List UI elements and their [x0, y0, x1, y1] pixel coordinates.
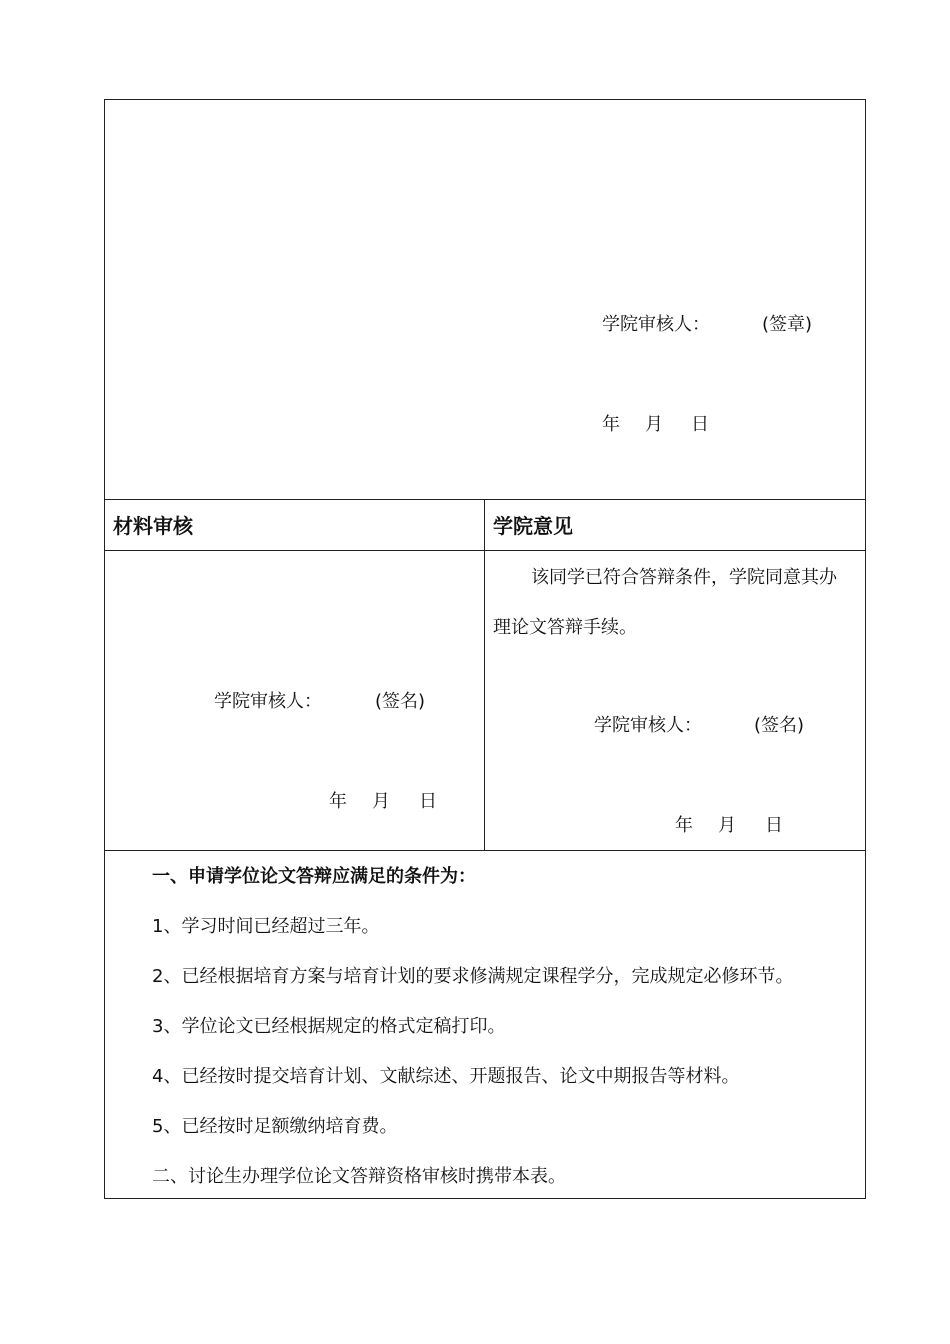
opinion-text-line1: 该同学已符合答辩条件，学院同意其办 — [531, 567, 837, 588]
opinion-date-month: 月 — [718, 815, 736, 836]
notes-item-1: 1、学习时间已经超过三年。 — [152, 916, 380, 937]
material-sign-note: (签名) — [375, 691, 426, 712]
notes-second: 二、讨论生办理学位论文答辩资格审核时携带本表。 — [152, 1166, 566, 1187]
opinion-text-line2: 理论文答辩手续。 — [493, 617, 637, 638]
notes-item-4: 4、已经按时提交培育计划、文献综述、开题报告、论文中期报告等材料。 — [152, 1066, 740, 1087]
notes-title: 一、申请学位论文答辩应满足的条件为： — [152, 866, 476, 887]
application-form-table — [104, 99, 866, 1199]
top-date-month: 月 — [645, 414, 663, 435]
divider-heading-row — [105, 550, 865, 551]
top-date-year: 年 — [602, 414, 620, 435]
material-date-year: 年 — [329, 791, 347, 812]
top-date-day: 日 — [691, 414, 709, 435]
college-opinion-heading: 学院意见 — [493, 514, 573, 538]
material-reviewer-label: 学院审核人： — [214, 691, 322, 712]
opinion-date-day: 日 — [765, 815, 783, 836]
top-seal-note: (签章) — [762, 314, 813, 335]
notes-item-2: 2、已经根据培育方案与培育计划的要求修满规定课程学分，完成规定必修环节。 — [152, 966, 794, 987]
column-divider — [484, 499, 485, 851]
divider-top-section — [105, 499, 865, 500]
opinion-date-year: 年 — [675, 815, 693, 836]
notes-item-3: 3、学位论文已经根据规定的格式定稿打印。 — [152, 1016, 506, 1037]
opinion-reviewer-label: 学院审核人： — [594, 715, 702, 736]
material-review-heading: 材料审核 — [113, 514, 193, 538]
material-date-month: 月 — [372, 791, 390, 812]
divider-notes-section — [105, 850, 865, 851]
top-reviewer-label: 学院审核人： — [602, 314, 710, 335]
opinion-sign-note: (签名) — [754, 715, 805, 736]
notes-item-5: 5、已经按时足额缴纳培育费。 — [152, 1116, 398, 1137]
material-date-day: 日 — [419, 791, 437, 812]
